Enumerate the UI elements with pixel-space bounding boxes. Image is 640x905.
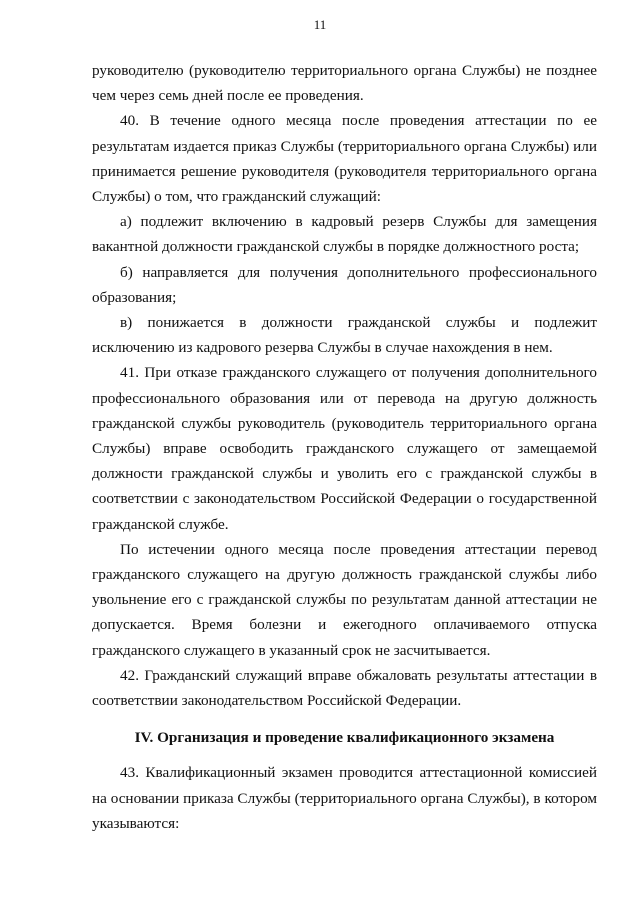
paragraph-41: 41. При отказе гражданского служащего от получения дополнительного профессионального образования или от перевода на другую должность гражданской службы руководитель (руководитель территориального органа Службы) вправе освободить гражданского служащего от замещаемой должности гражданской службы и уволить его с гражданской службы в соответствии с законодательством Российской Федерации о государственной гражданской службе. (92, 364, 597, 533)
paragraph-41-continued: По истечении одного месяца после проведения аттестации перевод гражданского служащего на другую должность гражданской службы либо увольнение его с гражданской службы по результатам данной аттестации не допускается. Время болезни и ежегодного оплачиваемого отпуска гражданского служащего в указанный срок не засчитывается. (92, 540, 597, 659)
list-item-b: б) направляется для получения дополнительного профессионального образования; (92, 263, 597, 306)
list-item-v: в) понижается в должности гражданской службы и подлежит исключению из кадрового резерва Службы в случае нахождения в нем. (92, 314, 597, 357)
paragraph-43: 43. Квалификационный экзамен проводится аттестационной комиссией на основании приказа Службы (территориального органа Службы), в котором указываются: (92, 764, 597, 832)
paragraph-continuation: руководителю (руководителю территориального органа Службы) не позднее чем через семь дней после ее проведения. (92, 62, 597, 105)
section-heading: IV. Организация и проведение квалификационного экзамена (134, 729, 555, 747)
list-item-a: а) подлежит включению в кадровый резерв Службы для замещения вакантной должности гражданской службы в порядке должностного роста; (92, 213, 597, 256)
page-number: 11 (313, 17, 327, 32)
paragraph-42: 42. Гражданский служащий вправе обжаловать результаты аттестации в соответствии законодательством Российской Федерации. (92, 666, 597, 710)
paragraph-40: 40. В течение одного месяца после проведения аттестации по ее результатам издается приказ Службы (территориального органа Службы) или принимается решение руководителя (руководителя территориального органа Службы) о том, что гражданский служащий: (92, 112, 597, 206)
document-body (92, 58, 597, 836)
